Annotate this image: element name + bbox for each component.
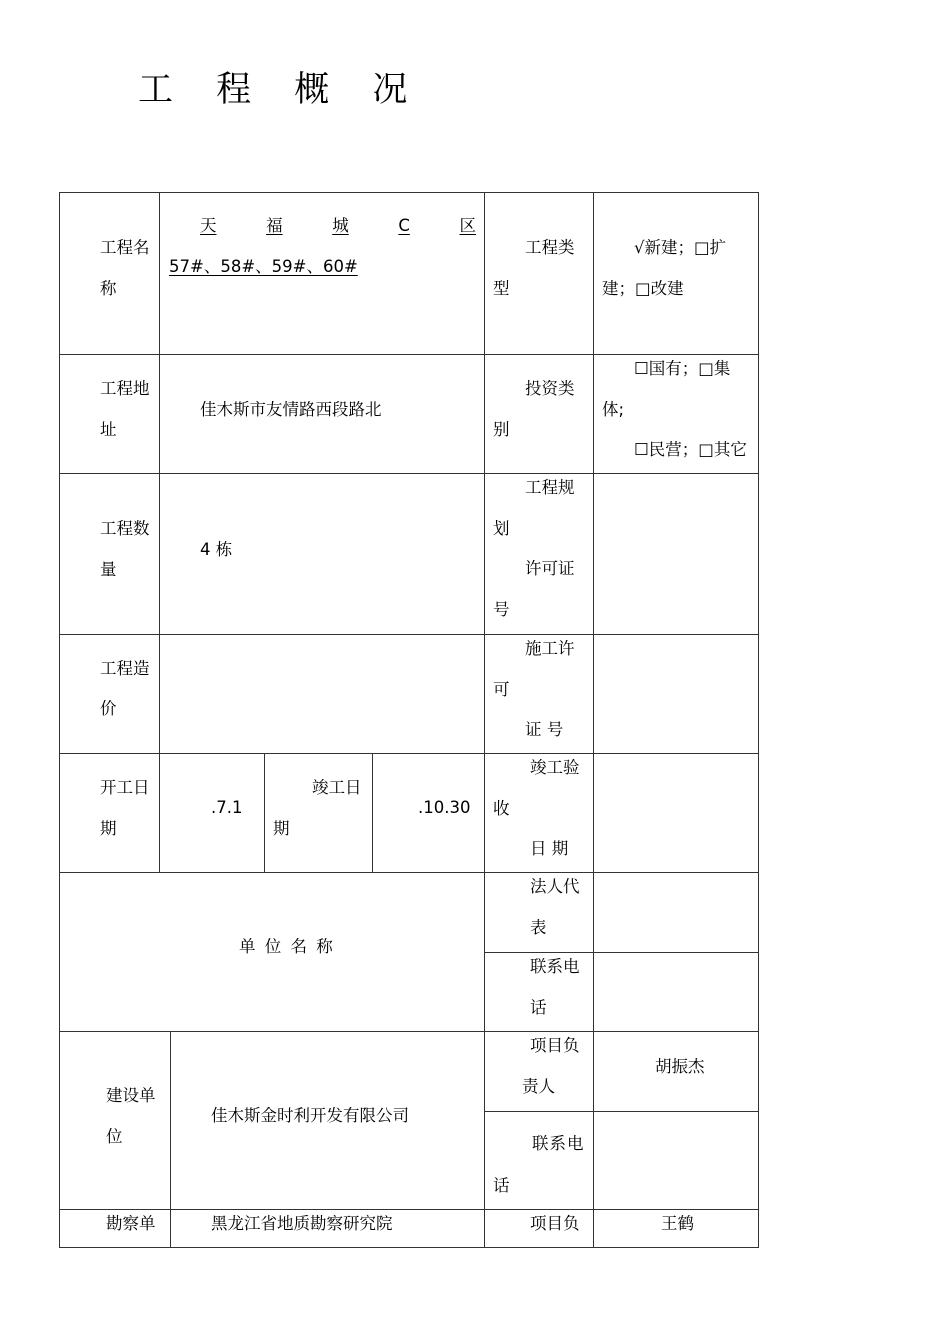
investment-type-value-cont: 体; xyxy=(602,400,625,419)
column-divider xyxy=(372,753,373,873)
planning-permit-label-cont: 号 xyxy=(493,600,510,619)
construction-permit-label-cont: 证 号 xyxy=(525,720,564,739)
planning-permit-label: 工程规 xyxy=(525,478,575,497)
row-divider xyxy=(59,1209,759,1210)
row-divider xyxy=(59,872,759,873)
row-divider xyxy=(59,634,759,635)
project-quantity-value: 4 栋 xyxy=(200,540,233,559)
project-name-char: 区 xyxy=(459,216,476,235)
column-divider xyxy=(170,1031,171,1248)
table-border-right xyxy=(758,192,759,1248)
investment-type-label-cont: 别 xyxy=(493,420,510,439)
survey-manager-value: 王鹤 xyxy=(661,1214,694,1233)
project-address-label: 工程地 xyxy=(100,379,150,398)
project-manager-label-cont: 责人 xyxy=(522,1077,555,1096)
planning-permit-label-cont: 划 xyxy=(493,519,510,538)
contact-phone-label: 联系电 xyxy=(532,1134,585,1153)
acceptance-date-label-cont: 收 xyxy=(493,799,510,818)
unit-name-header: 单 位 名 称 xyxy=(239,937,335,956)
column-divider xyxy=(264,753,265,873)
investment-type-label: 投资类 xyxy=(525,379,575,398)
construction-permit-label-cont: 可 xyxy=(493,680,510,699)
survey-manager-label: 项目负 xyxy=(530,1214,580,1233)
legal-representative-label-cont: 表 xyxy=(530,918,547,937)
table-border-bottom xyxy=(59,1247,759,1248)
project-name-value-line2: 57#、58#、59#、60# xyxy=(169,257,358,276)
completion-date-value: .10.30 xyxy=(418,798,471,817)
contact-phone-label-cont: 话 xyxy=(493,1176,510,1195)
row-divider xyxy=(59,1031,759,1032)
acceptance-date-label-cont: 日 期 xyxy=(530,839,569,858)
planning-permit-label-cont: 许可证 xyxy=(525,559,575,578)
page-title: 工 程 概 况 xyxy=(138,70,424,110)
contact-phone-label: 联系电 xyxy=(530,957,580,976)
column-divider xyxy=(484,192,485,1248)
column-divider xyxy=(159,192,160,873)
construction-permit-label: 施工许 xyxy=(525,639,575,658)
start-date-label-cont: 期 xyxy=(100,819,117,838)
row-divider xyxy=(484,952,759,953)
survey-unit-value: 黑龙江省地质勘察研究院 xyxy=(211,1214,393,1233)
project-name-label-cont: 称 xyxy=(100,279,117,298)
column-divider xyxy=(593,192,594,1248)
project-type-label-cont: 型 xyxy=(493,279,510,298)
project-cost-label-cont: 价 xyxy=(100,699,117,718)
project-name-label: 工程名 xyxy=(100,238,150,257)
acceptance-date-label: 竣工验 xyxy=(530,758,580,777)
project-address-value: 佳木斯市友情路西段路北 xyxy=(200,400,382,419)
row-divider xyxy=(59,354,759,355)
row-divider xyxy=(59,473,759,474)
start-date-value: .7.1 xyxy=(211,798,243,817)
project-name-char: 天 xyxy=(200,216,217,235)
project-quantity-label: 工程数 xyxy=(100,519,150,538)
project-type-value-cont: 建；□改建 xyxy=(602,279,684,298)
project-manager-label: 项目负 xyxy=(530,1036,580,1055)
project-address-label-cont: 址 xyxy=(100,420,117,439)
project-name-char: 福 xyxy=(266,216,283,235)
project-name-value-line1 xyxy=(200,216,476,236)
project-type-label: 工程类 xyxy=(525,238,575,257)
developer-label-cont: 位 xyxy=(106,1127,123,1146)
survey-unit-label: 勘察单 xyxy=(106,1214,156,1233)
completion-date-label: 竣工日 xyxy=(312,778,362,797)
table-border-left xyxy=(59,192,60,1248)
project-cost-label: 工程造 xyxy=(100,659,150,678)
project-manager-value: 胡振杰 xyxy=(655,1057,705,1076)
row-divider xyxy=(59,753,759,754)
contact-phone-label-cont: 话 xyxy=(530,998,547,1017)
row-divider xyxy=(484,1111,759,1112)
project-name-char: C xyxy=(398,216,410,235)
project-type-value: √新建；□扩 xyxy=(634,238,727,257)
developer-label: 建设单 xyxy=(106,1086,156,1105)
investment-type-value: ☐国有；□集 xyxy=(634,359,731,378)
project-quantity-label-cont: 量 xyxy=(100,560,117,579)
developer-value: 佳木斯金时利开发有限公司 xyxy=(211,1106,409,1125)
completion-date-label-cont: 期 xyxy=(273,819,290,838)
project-name-char: 城 xyxy=(332,216,349,235)
legal-representative-label: 法人代 xyxy=(530,877,580,896)
table-border-top xyxy=(59,192,759,193)
investment-type-value-cont: ☐民营；□其它 xyxy=(634,440,747,459)
start-date-label: 开工日 xyxy=(100,778,150,797)
